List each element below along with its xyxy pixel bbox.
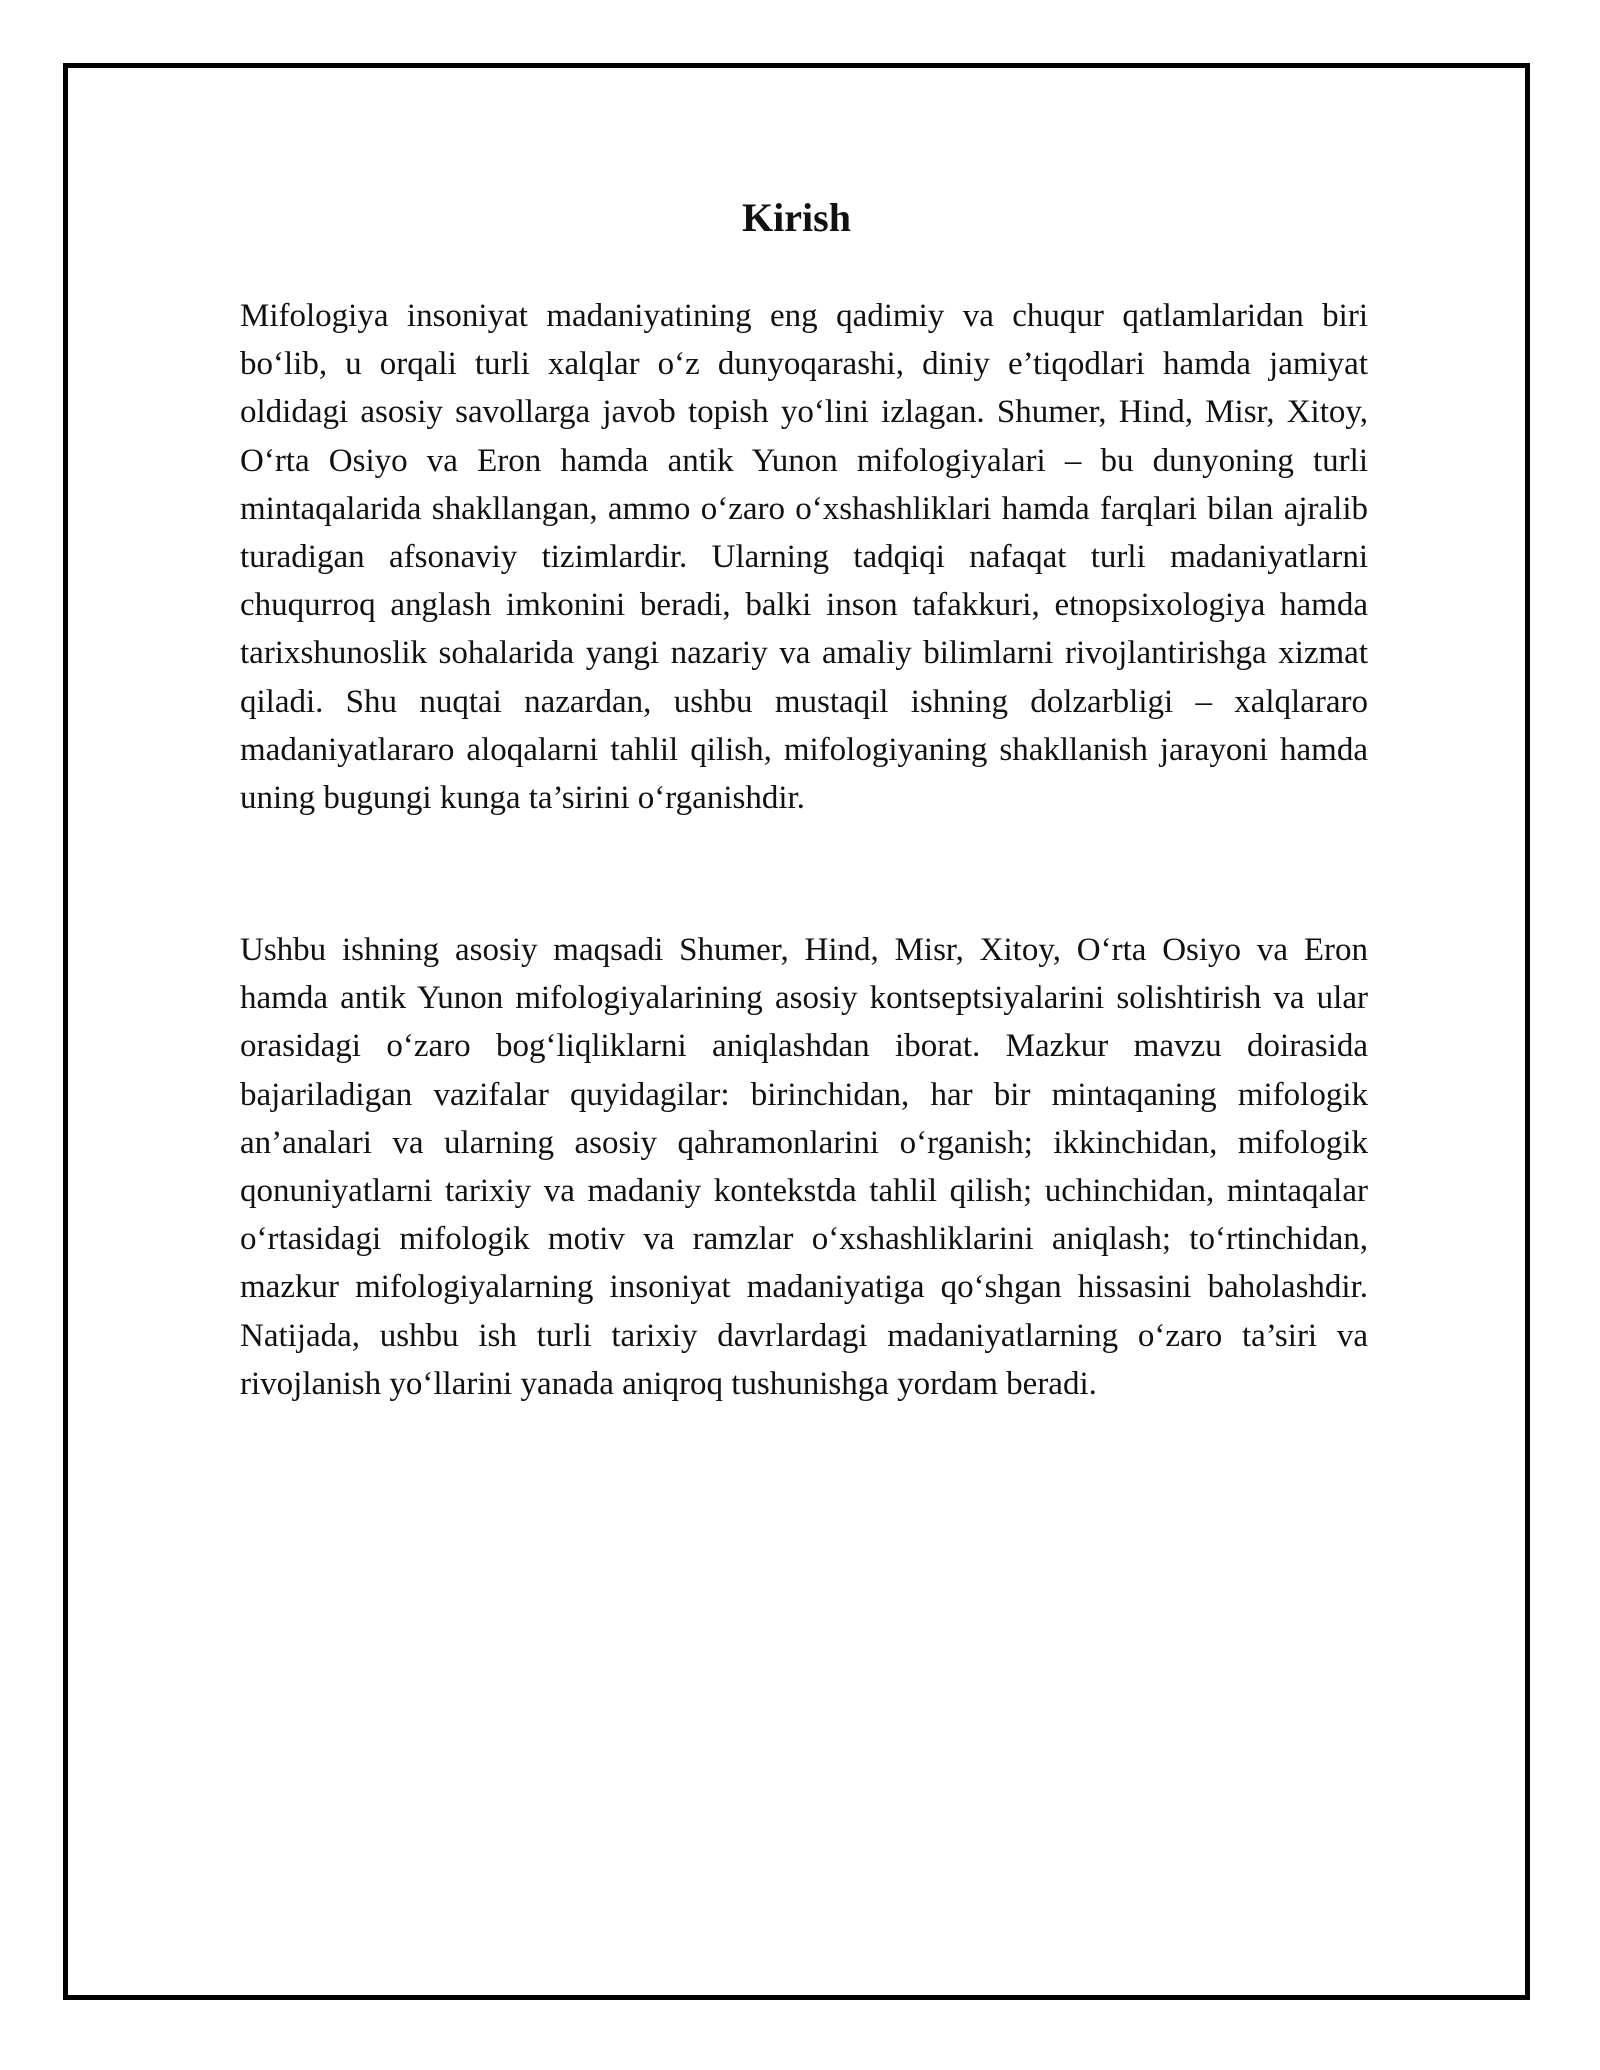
paragraph-objectives: Ushbu ishning asosiy maqsadi Shumer, Hind, Misr, Xitoy, O‘rta Osiyo va Eron hamda antik Yunon mifologiyalarining asosiy kontseptsiyalarini solishtirish va ular orasidagi o‘zaro bog‘liqliklarni aniqlashdan iborat. Mazkur mavzu doirasida bajariladigan vazifalar quyidagilar: birinchidan, har bir mintaqaning mifologik an’analari va ularning asosiy qahramonlarini o‘rganish; ikkinchidan, mifologik qonuniyatlarni tarixiy va madaniy kontekstda tahlil qilish; uchinchidan, mintaqalar o‘rtasidagi mifologik motiv va ramzlar o‘xshashliklarini aniqlash; to‘rtinchidan, mazkur mifologiyalarning insoniyat madaniyatiga qo‘shgan hissasini baholashdir. Natijada, ushbu ish turli tarixiy davrlardagi madaniyatlarning o‘zaro ta’siri va rivojlanish yo‘llarini yanada aniqroq tushunishga yordam beradi. — [240, 932, 1368, 1402]
paragraph-introduction: Mifologiya insoniyat madaniyatining eng qadimiy va chuqur qatlamlaridan biri bo‘lib, u orqali turli xalqlar o‘z dunyoqarashi, diniy e’tiqodlari hamda jamiyat oldidagi asosiy savollarga javob topish yo‘lini izlagan. Shumer, Hind, Misr, Xitoy, O‘rta Osiyo va Eron hamda antik Yunon mifologiyalari – bu dunyoning turli mintaqalarida shakllangan, ammo o‘zaro o‘xshashliklari hamda farqlari bilan ajralib turadigan afsonaviy tizimlardir. Ularning tadqiqi nafaqat turli madaniyatlarni chuqurroq anglash imkonini beradi, balki inson tafakkuri, etnopsixologiya hamda tarixshunoslik sohalarida yangi nazariy va amaliy bilimlarni rivojlantirishga xizmat qiladi. Shu nuqtai nazardan, ushbu mustaqil ishning dolzarbligi – xalqlararo madaniyatlararo aloqalarni tahlil qilish, mifologiyaning shakllanish jarayoni hamda uning bugungi kunga ta’sirini o‘rganishdir. — [240, 298, 1368, 817]
page-border — [63, 63, 1530, 2000]
page-title: Kirish — [742, 195, 851, 240]
